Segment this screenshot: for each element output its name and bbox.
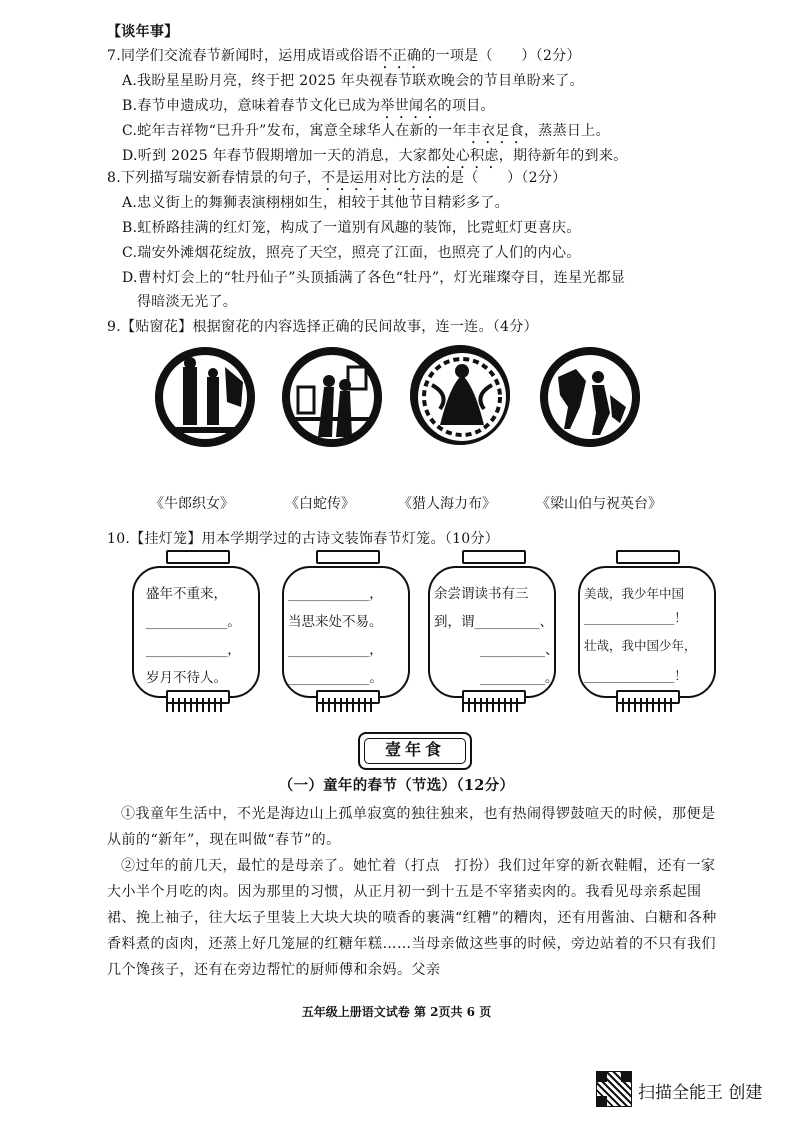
scanner-watermark: 扫描全能王 创建 (638, 1083, 763, 1103)
q8-option-d-cont: 得暗淡无光了。 (137, 294, 238, 310)
q7-option-a[interactable]: A.我盼星星盼月亮，终于把 2025 年央视春节联欢晚会的节目单盼来了。 (122, 73, 584, 89)
lantern-2-blank-2[interactable]: __________， (288, 642, 383, 658)
qr-code-icon (596, 1071, 632, 1107)
q9-stem: 9.【贴窗花】根据窗花的内容选择正确的民间故事，连一连。（4分） (107, 319, 538, 335)
lantern-2 (282, 550, 410, 720)
lantern-4-blank-1[interactable]: ____________！ (584, 610, 687, 625)
lantern-2-blank-1[interactable]: __________， (288, 586, 383, 602)
lantern-4-line-1: 美哉，我少年中国 (584, 586, 685, 601)
lantern-4-blank-2[interactable]: ____________！ (584, 668, 687, 683)
reading-badge-text: 壹年食 (364, 738, 466, 764)
lantern-4-line-3: 壮哉，我中国少年， (584, 638, 697, 653)
q8-option-c[interactable]: C.瑞安外滩烟花绽放，照亮了天空，照亮了江面，也照亮了人们的内心。 (122, 245, 581, 261)
lantern-1-line-4: 岁月不待人。 (146, 670, 227, 686)
q7-option-b[interactable]: B.春节申遗成功，意味着春节文化已成为举世闻名的项目。 (122, 98, 495, 114)
lantern-1-blank-2[interactable]: __________， (146, 642, 241, 658)
lantern-3-blank-3[interactable]: ________。 (480, 670, 559, 686)
papercut-2-image (282, 347, 382, 447)
lantern-2-line-2: 当思来处不易。 (288, 614, 383, 630)
q8-stem: 8.下列描写瑞安新春情景的句子，不是运用对比方法的是（ ）（2分） (107, 170, 567, 186)
papercut-1-image (155, 347, 255, 447)
page-footer: 五年级上册语文试卷 第 2页共 6 页 (301, 1005, 492, 1019)
lantern-1-line-1: 盛年不重来， (146, 586, 227, 602)
q7-option-d[interactable]: D.听到 2025 年春节假期增加一天的消息，大家都处心积虑，期待新年的到来。 (122, 148, 628, 164)
papercut-3-image (410, 345, 510, 445)
lantern-1-blank-1[interactable]: __________。 (146, 614, 241, 630)
story-niulang[interactable]: 《牛郎织女》 (150, 496, 234, 512)
lantern-2-blank-3[interactable]: __________。 (288, 670, 383, 686)
paragraph-2: ②过年的前几天，最忙的是母亲了。她忙着（打点 打扮）我们过年穿的新衣鞋帽，还有一家大小半个月吃的肉。因为那里的习惯，从正月初一到十五是不宰猪卖肉的。我看见母亲系起围裙、挽上袖子，往大坛子里装上大块大块的喷香的裹满“红糟”的糟肉，还有用酱油、白糖和各种香料煮的卤肉，还蒸上好几笼屉的红糖年糕……当母亲做这些事的时候，旁边站着的不只有我们几个馋孩子，还有在旁边帮忙的厨师傅和余妈。父亲 (107, 858, 717, 978)
papercut-4-image (540, 347, 640, 447)
lantern-4 (578, 550, 716, 720)
reading-title: （一）童年的春节（节选）（12分） (278, 777, 515, 794)
q8-option-a[interactable]: A.忠义街上的舞狮表演栩栩如生，相较于其他节目精彩多了。 (122, 195, 509, 211)
lantern-3-blank-2[interactable]: ________、 (480, 642, 559, 658)
section-title: 【谈年事】 (107, 24, 179, 40)
reading-badge (358, 732, 472, 770)
q7-option-c[interactable]: C.蛇年吉祥物“巳升升”发布，寓意全球华人在新的一年丰衣足食，蒸蒸日上。 (122, 123, 610, 139)
story-liangzhu[interactable]: 《梁山伯与祝英台》 (536, 496, 662, 512)
q8-option-d[interactable]: D.曹村灯会上的“牡丹仙子”头顶插满了各色“牡丹”，灯光璀璨夺目，连星光都显 (122, 270, 626, 286)
lantern-3 (428, 550, 559, 720)
story-hailibu[interactable]: 《猎人海力布》 (398, 496, 496, 512)
lantern-3-line-1: 余尝谓读书有三 (434, 586, 529, 602)
story-baishe[interactable]: 《白蛇传》 (285, 496, 355, 512)
lantern-3-blank-1[interactable]: 到，谓________、 (434, 614, 554, 630)
q8-option-b[interactable]: B.虹桥路挂满的红灯笼，构成了一道别有风趣的装饰，比霓虹灯更喜庆。 (122, 220, 581, 236)
lantern-1 (132, 550, 260, 720)
q7-stem: 7.同学们交流春节新闻时，运用成语或俗语不正确的一项是（ ）（2分） (107, 48, 581, 64)
paragraph-1: ①我童年生活中，不光是海边山上孤单寂寞的独往独来，也有热闹得锣鼓喧天的时候，那便是从前的“新年”，现在叫做“春节”的。 (107, 806, 716, 848)
q10-stem: 10.【挂灯笼】用本学期学过的古诗文装饰春节灯笼。（10分） (107, 531, 500, 547)
